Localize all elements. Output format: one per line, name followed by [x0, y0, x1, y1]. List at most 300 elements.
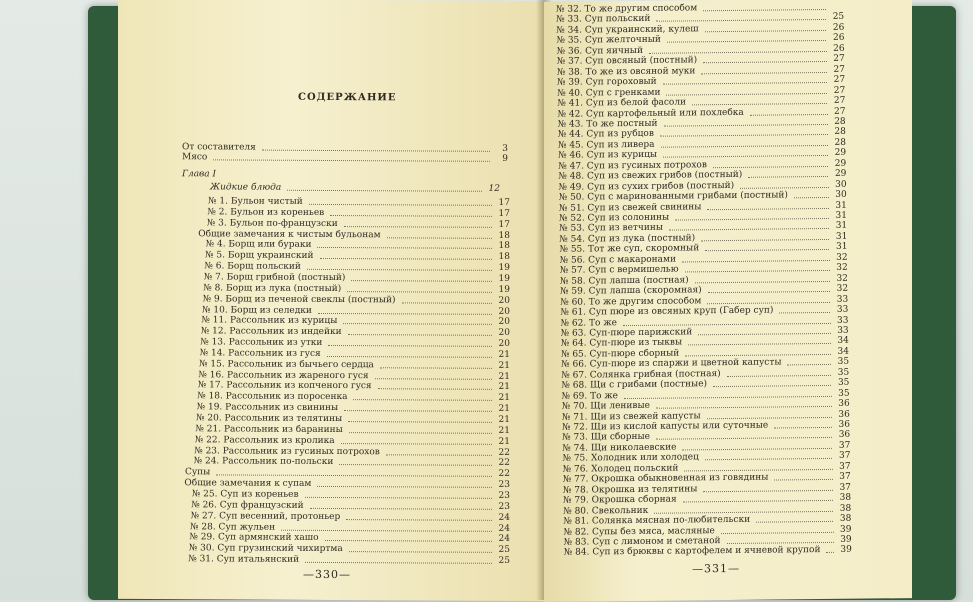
dot-leader	[703, 9, 826, 11]
entry-page-number: 33	[832, 294, 848, 304]
dot-leader	[380, 367, 492, 369]
entry-title: № 2. Бульон из кореньев	[207, 207, 328, 218]
entry-title: № 3. Бульон по-французски	[207, 218, 342, 229]
entry-title: № 67. Солянка грибная (постная)	[561, 369, 724, 381]
dot-leader	[623, 322, 831, 325]
right-page-number: —331—	[692, 562, 740, 576]
entry-page-number: 24	[494, 512, 510, 522]
entry-page-number: 21	[494, 350, 510, 360]
entry-title: № 25. Суп из кореньев	[192, 489, 303, 500]
entry-page-number: 35	[833, 357, 849, 367]
entry-title: № 43. То же постный	[558, 119, 662, 130]
entry-title: № 28. Суп жульен	[190, 522, 279, 532]
contents-entry	[206, 240, 510, 252]
entry-title: № 54. Суп из лука (постный)	[559, 233, 699, 244]
contents-entry	[185, 467, 510, 479]
dot-leader	[774, 427, 832, 429]
entry-page-number: 21	[494, 415, 510, 425]
entry-title: № 36. Суп яичный	[557, 46, 647, 57]
dot-leader	[213, 159, 490, 161]
entry-title: № 31. Суп итальянский	[188, 554, 303, 565]
entry-title: № 65. Суп-пюре сборный	[561, 348, 683, 359]
dot-leader	[375, 378, 492, 380]
dot-leader	[649, 51, 827, 54]
dot-leader	[703, 490, 832, 492]
dot-leader	[721, 531, 834, 533]
entry-page-number: 20	[494, 295, 510, 305]
entry-title: № 16. Рассольник из жареного гуся	[198, 370, 372, 381]
entry-page-number: 23	[494, 491, 510, 501]
contents-entry	[189, 533, 510, 545]
entry-page-number: 22	[494, 458, 510, 468]
dot-leader	[347, 291, 492, 293]
entry-title: № 69. То же	[562, 391, 622, 402]
entry-title: № 13. Рассольник из утки	[200, 337, 326, 348]
dot-leader	[317, 486, 492, 488]
entry-title: № 32. То же другим способом	[556, 3, 701, 15]
dot-leader	[713, 385, 831, 387]
entry-page-number: 27	[829, 75, 845, 85]
dot-leader	[695, 281, 830, 283]
entry-page-number: 22	[494, 469, 510, 479]
entry-page-number: 17	[494, 220, 510, 230]
entry-page-number: 36	[834, 399, 850, 409]
entry-title: № 6. Борщ польский	[204, 261, 305, 272]
dot-leader	[305, 562, 492, 564]
dot-leader	[750, 113, 828, 115]
entry-title: № 79. Окрошка сборная	[563, 495, 681, 506]
entry-title: № 10. Борщ из селедки	[202, 305, 316, 316]
contents-entry	[197, 392, 510, 404]
dot-leader	[343, 323, 492, 325]
entry-title: № 81. Солянка мясная по-любительски	[563, 515, 754, 527]
entry-title: № 59. Суп лапша (скоромная)	[560, 285, 706, 297]
entry-title: № 49. Суп из сухих грибов (постный)	[559, 181, 739, 193]
entry-page-number: 33	[832, 305, 848, 315]
entry-page-number: 34	[833, 347, 849, 357]
entry-page-number: 32	[832, 253, 848, 263]
entry-page-number: 9	[492, 154, 508, 164]
dot-leader	[794, 197, 829, 198]
entry-title: № 24. Рассольник по-польски	[194, 457, 338, 468]
entry-page-number: 33	[833, 315, 849, 325]
entry-page-number: 18	[494, 252, 510, 262]
entry-title: № 35. Суп желточный	[556, 35, 664, 46]
dot-leader	[281, 529, 492, 531]
entry-title: № 7. Борщ грибной (постный)	[204, 272, 350, 283]
dot-leader	[707, 302, 830, 304]
entry-page-number: 32	[832, 273, 848, 283]
entry-title: № 11. Рассольник из курицы	[201, 316, 341, 327]
entry-page-number: 21	[494, 382, 510, 392]
entry-page-number: 29	[830, 148, 846, 158]
entry-title: № 57. Суп с вермишелью	[560, 265, 683, 276]
entry-page-number: 36	[834, 420, 850, 430]
entry-page-number: 29	[830, 169, 846, 179]
contents-entry	[207, 218, 510, 230]
entry-title: № 72. Щи из кислой капусты или суточные	[562, 421, 772, 433]
dot-leader	[353, 399, 492, 401]
entry-page-number: 27	[829, 54, 845, 64]
contents-entry	[196, 413, 510, 425]
dot-leader	[344, 226, 492, 228]
entry-page-number: 27	[829, 64, 845, 74]
dot-leader	[663, 155, 828, 158]
entry-page-number: 31	[831, 211, 847, 221]
entry-page-number: 18	[494, 241, 510, 251]
front-entry	[182, 152, 508, 164]
contents-entry	[198, 381, 510, 393]
entry-page-number: 34	[833, 336, 849, 346]
dot-leader	[688, 343, 831, 345]
dot-leader	[667, 40, 827, 43]
entry-page-number: 31	[831, 242, 847, 252]
entry-page-number: 28	[830, 117, 846, 127]
entry-title: № 73. Щи сборные	[562, 432, 654, 443]
dot-leader	[386, 454, 492, 456]
dot-leader	[330, 215, 492, 217]
dot-leader	[309, 204, 492, 206]
dot-leader	[707, 416, 832, 418]
dot-leader	[349, 432, 492, 434]
entry-title: № 1. Бульон чистый	[208, 196, 307, 207]
entry-title: № 26. Суп французский	[191, 500, 307, 511]
dot-leader	[348, 334, 492, 336]
entry-page-number: 20	[494, 317, 510, 327]
dot-leader	[328, 345, 492, 347]
dot-leader	[705, 30, 827, 32]
entry-page-number: 39	[836, 545, 852, 555]
entry-page-number: 20	[494, 328, 510, 338]
entry-page-number: 29	[830, 159, 846, 169]
dot-leader	[341, 443, 492, 445]
entry-title: № 46. Суп из курицы	[558, 150, 661, 161]
entry-page-number: 27	[829, 85, 845, 95]
entry-title: № 12. Рассольник из индейки	[201, 327, 346, 338]
entry-title: № 62. То же	[561, 318, 621, 329]
entry-title: № 42. Суп картофельный или похлебка	[558, 107, 748, 119]
contents-entry	[203, 283, 510, 295]
contents-entry	[195, 424, 510, 436]
entry-title: № 84. Суп из брюквы с картофелем и ячневой крупой	[564, 545, 825, 558]
entry-title: От составителя	[182, 142, 260, 152]
contents-entry	[203, 294, 510, 306]
entry-page-number: 27	[829, 96, 845, 106]
dot-leader	[656, 437, 832, 440]
entry-page-number: 32	[832, 263, 848, 273]
dot-leader	[320, 258, 492, 260]
entry-title: № 63. Суп-пюре парижский	[561, 327, 697, 338]
entry-page-number: 19	[494, 263, 510, 273]
entry-title: Жидкие блюда	[210, 182, 285, 192]
dot-leader	[660, 134, 828, 137]
dot-leader	[713, 166, 828, 168]
entry-page-number: 28	[830, 127, 846, 137]
entry-page-number: 25	[828, 12, 844, 22]
dot-leader	[307, 269, 492, 271]
entry-page-number: 21	[494, 426, 510, 436]
dot-leader	[663, 82, 827, 85]
entry-title: № 75. Холодник или холодец	[562, 453, 702, 464]
contents-entry	[201, 316, 510, 328]
dot-leader	[318, 312, 492, 314]
dot-leader	[698, 333, 830, 335]
dot-leader	[675, 218, 829, 221]
entry-title: № 53. Суп из ветчины	[559, 223, 667, 234]
entry-page-number: 21	[494, 404, 510, 414]
dot-leader	[656, 19, 826, 22]
entry-title: № 14. Рассольник из гуся	[200, 348, 325, 359]
entry-page-number: 23	[494, 502, 510, 512]
dot-leader	[685, 270, 830, 273]
contents-entry	[194, 457, 510, 469]
entry-page-number: 12	[484, 184, 500, 194]
entry-page-number: 37	[835, 482, 851, 492]
dot-leader	[317, 247, 492, 249]
dot-leader	[325, 540, 492, 542]
contents-entry	[197, 402, 510, 414]
dot-leader	[216, 475, 492, 477]
contents-entry	[204, 272, 510, 284]
entry-page-number: 23	[494, 480, 510, 490]
dot-leader	[826, 552, 833, 553]
entry-page-number: 33	[833, 326, 849, 336]
entry-title: № 37. Суп овсяный (постный)	[557, 56, 701, 68]
entry-page-number: 25	[494, 545, 510, 555]
entry-title: № 27. Суп весенний, протоньер	[191, 511, 345, 522]
dot-leader	[708, 291, 830, 293]
entry-title: Общие замечания к чистым бульонам	[198, 229, 384, 240]
contents-entry	[191, 500, 510, 512]
dot-leader	[305, 497, 492, 499]
entry-page-number: 22	[494, 447, 510, 457]
dot-leader	[344, 410, 492, 412]
entry-title: № 20. Рассольник из телятины	[196, 413, 346, 424]
entry-page-number: 21	[494, 393, 510, 403]
entry-title: № 56. Суп с макаронами	[560, 254, 680, 265]
entry-title: № 58. Суп лапша (постная)	[560, 275, 693, 286]
entry-title: № 44. Суп из рубцов	[558, 129, 658, 140]
entry-page-number: 31	[831, 200, 847, 210]
entry-title: № 70. Щи ленивые	[562, 401, 654, 412]
dot-leader	[692, 103, 827, 105]
contents-entry	[202, 305, 510, 317]
entry-page-number: 32	[832, 284, 848, 294]
entry-title: № 64. Суп-пюре из тыквы	[561, 338, 686, 349]
entry-title: Общие замечания к супам	[184, 478, 315, 489]
entry-title: № 82. Супы без мяса, масляные	[564, 526, 719, 538]
entry-title: № 18. Рассольник из поросенка	[197, 392, 351, 403]
dot-leader	[701, 72, 827, 74]
entry-page-number: 25	[494, 556, 510, 566]
entry-title: № 8. Борщ из лука (постный)	[203, 283, 345, 294]
entry-title: № 41. Суп из белой фасоли	[557, 97, 690, 108]
entry-title: № 77. Окрошка обыкновенная из говядины	[563, 473, 773, 485]
entry-page-number: 38	[835, 514, 851, 524]
dot-leader	[740, 187, 828, 189]
contents-entry	[198, 370, 510, 382]
dot-leader	[310, 508, 492, 510]
entry-page-number: 35	[833, 378, 849, 388]
entry-page-number: 37	[835, 472, 851, 482]
dot-leader	[669, 228, 829, 231]
dot-leader	[346, 519, 492, 521]
entry-title: № 33. Суп польский	[556, 14, 654, 25]
entry-page-number: 24	[494, 523, 510, 533]
dot-leader	[682, 448, 832, 451]
dot-leader	[287, 190, 482, 192]
dot-leader	[654, 510, 833, 513]
dot-leader	[402, 302, 492, 303]
entry-title: № 47. Суп из гусиных потрохов	[558, 160, 711, 172]
entry-title: № 45. Суп из ливера	[558, 140, 659, 151]
dot-leader	[351, 280, 492, 282]
entry-title: № 52. Суп из солонины	[559, 213, 673, 224]
entry-page-number: 21	[494, 371, 510, 381]
dot-leader	[703, 61, 827, 63]
entry-page-number: 24	[494, 534, 510, 544]
entry-page-number: 17	[494, 209, 510, 219]
contents-entry	[184, 478, 510, 490]
entry-title: № 4. Борщ или бураки	[206, 240, 316, 251]
entry-title: № 9. Борщ из печеной свеклы (постный)	[203, 294, 400, 305]
entry-page-number: 37	[834, 451, 850, 461]
entry-page-number: 35	[834, 388, 850, 398]
entry-page-number: 17	[494, 198, 510, 208]
contents-entry	[564, 545, 852, 558]
entry-title: № 5. Борщ украинский	[205, 251, 318, 262]
entry-page-number: 26	[828, 33, 844, 43]
dot-leader	[624, 396, 832, 399]
entry-title: № 17. Рассольник из копченого гуся	[198, 381, 376, 392]
entry-title: Мясо	[182, 152, 211, 162]
contents-entry	[207, 207, 510, 219]
entry-page-number: 21	[494, 437, 510, 447]
dot-leader	[701, 239, 829, 241]
entry-page-number: 36	[834, 430, 850, 440]
entry-page-number: 39	[836, 535, 852, 545]
entry-title: № 30. Суп грузинский чихиртма	[189, 543, 347, 554]
contents-entry	[201, 327, 510, 339]
entry-title: № 74. Щи николаевские	[562, 442, 680, 453]
dot-leader	[349, 551, 492, 553]
contents-entry	[191, 511, 510, 523]
contents-entry	[200, 337, 510, 349]
entry-title: № 51. Суп из свежей свинины	[559, 202, 706, 214]
entry-title: № 39. Суп гороховый	[557, 77, 661, 88]
entry-title: № 83. Суп с лимоном и сметаной	[564, 536, 725, 548]
entry-title: № 78. Окрошка из телятины	[563, 484, 702, 495]
entry-page-number: 20	[494, 306, 510, 316]
entry-title: № 40. Суп с гренками	[557, 87, 664, 98]
contents-title: СОДЕРЖАНИЕ	[298, 92, 397, 104]
entry-page-number: 31	[831, 221, 847, 231]
entry-page-number: 26	[829, 44, 845, 54]
entry-title: № 76. Холодец польский	[563, 463, 683, 474]
entry-page-number: 31	[831, 232, 847, 242]
contents-entry	[190, 522, 510, 534]
dot-leader	[684, 469, 832, 472]
entry-page-number: 21	[494, 361, 510, 371]
dot-leader	[664, 124, 828, 127]
entry-title: № 61. Суп пюре из овсяных круп (Габер суп)	[560, 306, 777, 318]
dot-leader	[756, 521, 833, 523]
dot-leader	[378, 389, 492, 391]
contents-entry	[189, 543, 510, 555]
entry-page-number: 3	[492, 144, 508, 154]
dot-leader	[787, 364, 831, 365]
entry-title: № 34. Суп украинский, кулеш	[556, 24, 702, 36]
entry-title: № 66. Суп-пюре из спаржи и цветной капусты	[561, 358, 785, 370]
dot-leader	[262, 150, 490, 152]
entry-page-number: 19	[494, 274, 510, 284]
entry-title: № 22. Рассольник из кролика	[195, 435, 339, 446]
entry-page-number: 30	[831, 179, 847, 189]
entry-page-number: 20	[494, 339, 510, 349]
dot-leader	[707, 207, 828, 209]
dot-leader	[727, 542, 834, 544]
dot-leader	[661, 145, 828, 148]
entry-title: № 68. Щи с грибами (постные)	[561, 379, 711, 391]
dot-leader	[348, 421, 492, 423]
contents-entry	[205, 251, 510, 263]
entry-title: № 71. Щи из свежей капусты	[562, 411, 705, 422]
contents-entry	[208, 196, 510, 208]
dot-leader	[339, 464, 492, 466]
dot-leader	[774, 479, 832, 481]
dot-leader	[683, 500, 833, 503]
entry-page-number: 26	[828, 23, 844, 33]
right-page	[544, 0, 912, 602]
dot-leader	[779, 312, 830, 314]
entry-title: № 15. Рассольник из бычьего сердца	[199, 359, 378, 370]
contents-entry	[195, 435, 510, 447]
contents-entry	[194, 446, 510, 458]
chapter-heading: Глава I	[182, 169, 216, 179]
entry-title: Супы	[185, 467, 214, 477]
entry-page-number: 37	[835, 462, 851, 472]
dot-leader	[685, 354, 831, 357]
dot-leader	[748, 176, 828, 178]
left-page-number: —330—	[303, 568, 351, 581]
entry-title: № 23. Рассольник из гусиных потрохов	[194, 446, 384, 457]
contents-entry	[199, 359, 510, 371]
entry-page-number: 28	[830, 138, 846, 148]
entry-title: № 21. Рассольник из баранины	[195, 424, 346, 435]
entry-title: № 19. Рассольник из свинины	[197, 402, 343, 413]
dot-leader	[682, 260, 830, 263]
dot-leader	[666, 93, 827, 96]
entry-title: № 48. Суп из свежих грибов (постный)	[558, 170, 746, 182]
left-page	[118, 0, 544, 601]
dot-leader	[387, 237, 492, 239]
entry-page-number: 18	[494, 230, 510, 240]
entry-page-number: 27	[830, 106, 846, 116]
entry-page-number: 38	[835, 503, 851, 513]
contents-entry	[192, 489, 510, 501]
entry-page-number: 37	[834, 441, 850, 451]
entry-page-number: 35	[833, 367, 849, 377]
entry-page-number: 38	[835, 493, 851, 503]
entry-page-number: 36	[834, 409, 850, 419]
section-heading	[210, 182, 500, 194]
entry-page-number: 39	[836, 524, 852, 534]
dot-leader	[705, 249, 829, 251]
entry-title: № 38. То же из овсяной муки	[557, 66, 699, 77]
dot-leader	[705, 458, 833, 460]
entry-title: № 29. Суп армянский хашо	[189, 533, 322, 544]
dot-leader	[727, 375, 832, 377]
